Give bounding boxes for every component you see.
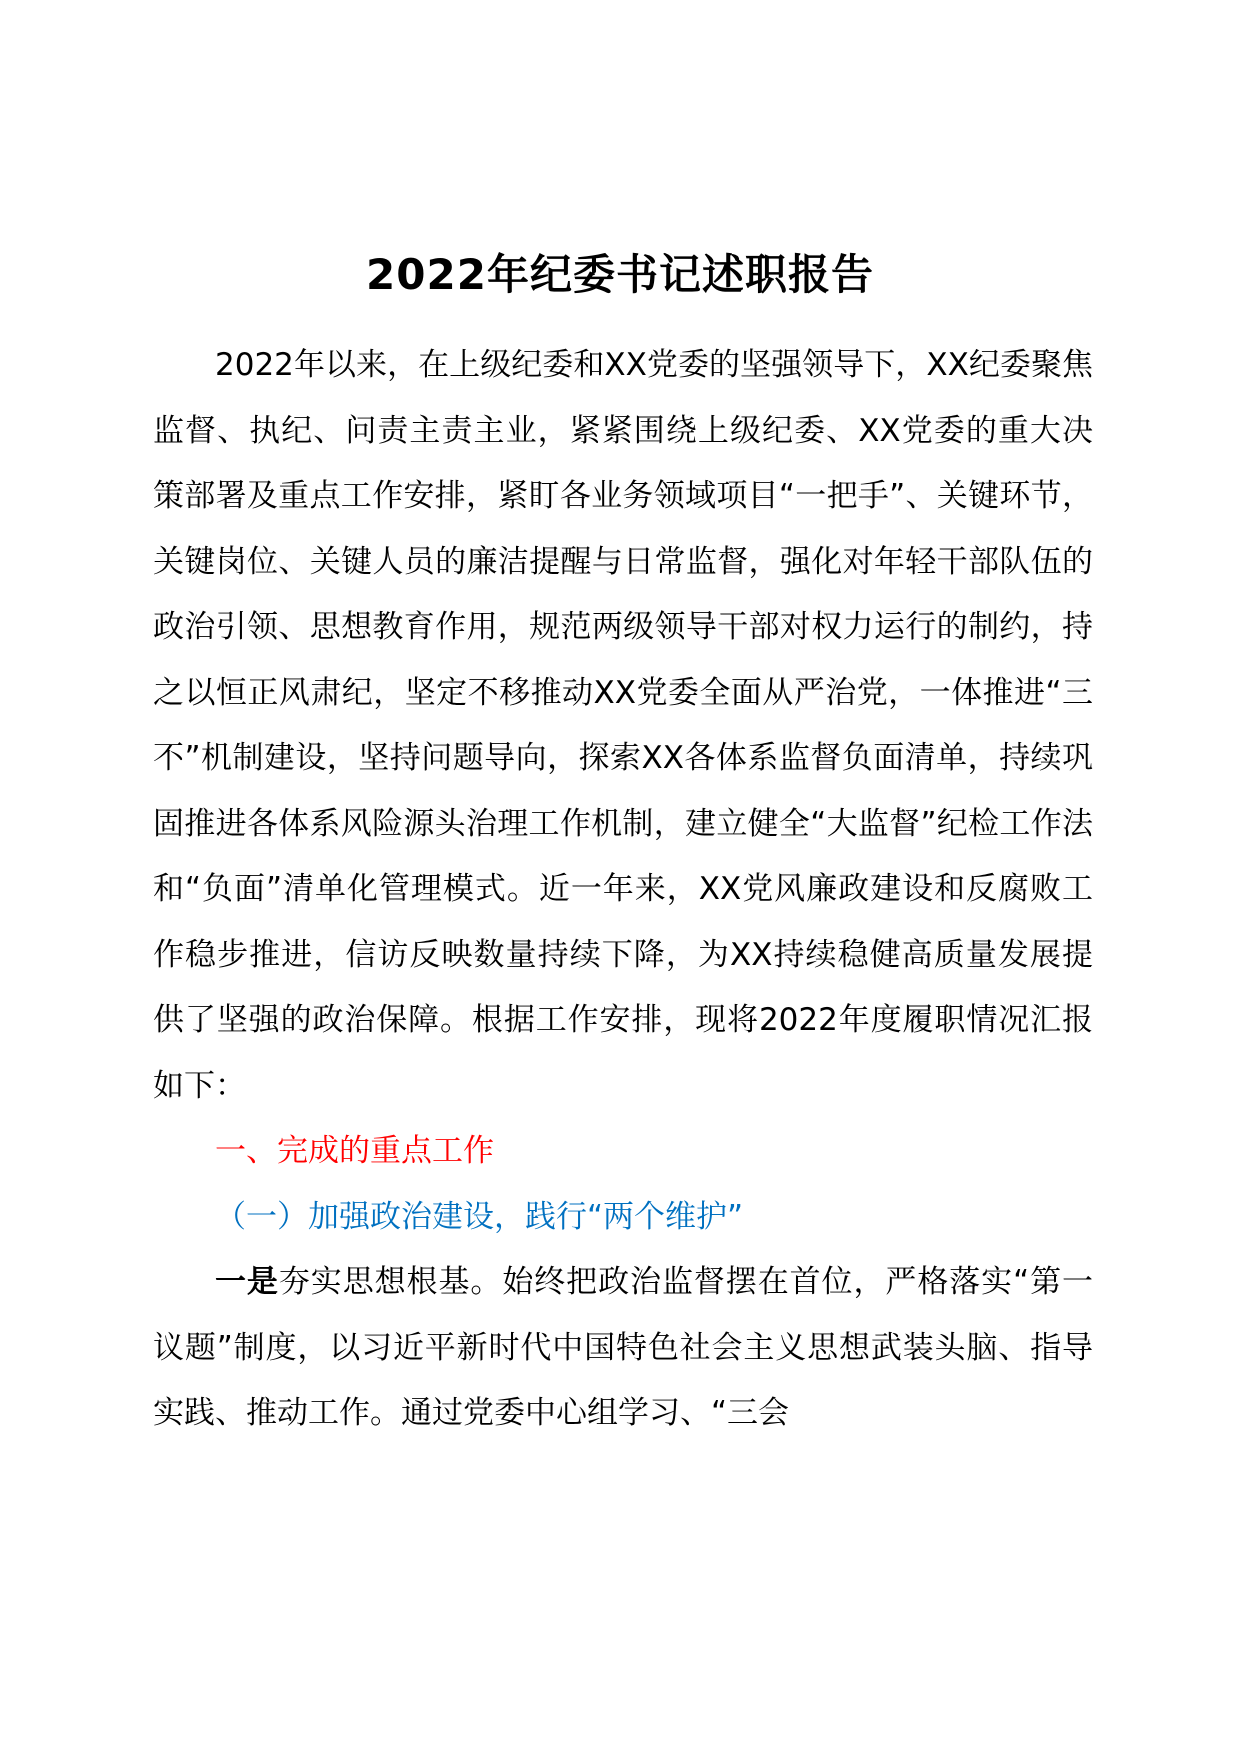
point-paragraph [153, 1250, 1093, 1447]
section-heading: 一、完成的重点工作 [215, 1133, 494, 1169]
point-text: 夯实思想根基。始终把政治监督摆在首位，严格落实“第一议题”制度，以习近平新时代中国特色社会主义思想武装头脑、指导实践、推动工作。通过党委中心组学习、“三会 [153, 1264, 1094, 1431]
point-lead: 一是 [215, 1264, 279, 1300]
intro-paragraph: 2022年以来，在上级纪委和XX党委的坚强领导下，XX纪委聚焦监督、执纪、问责主责主业，紧紧围绕上级纪委、XX党委的重大决策部署及重点工作安排，紧盯各业务领域项目“一把手”、关键环节，关键岗位、关键人员的廉洁提醒与日常监督，强化对年轻干部队伍的政治引领、思想教育作用，规范两级领导干部对权力运行的制约，持之以恒正风肃纪，坚定不移推动XX党委全面从严治党，一体推进“三不”机制建设，坚持问题导向，探索XX各体系监督负面清单，持续巩固推进各体系风险源头治理工作机制，建立健全“大监督”纪检工作法和“负面”清单化管理模式。近一年来，XX党风廉政建设和反腐败工作稳步推进，信访反映数量持续下降，为XX持续稳健高质量发展提供了坚强的政治保障。根据工作安排，现将2022年度履职情况汇报如下： [153, 347, 1093, 1104]
subsection-heading: （一）加强政治建设，践行“两个维护” [215, 1198, 744, 1235]
document-body [153, 333, 1093, 1447]
document-title: 2022年纪委书记述职报告 [366, 250, 874, 299]
